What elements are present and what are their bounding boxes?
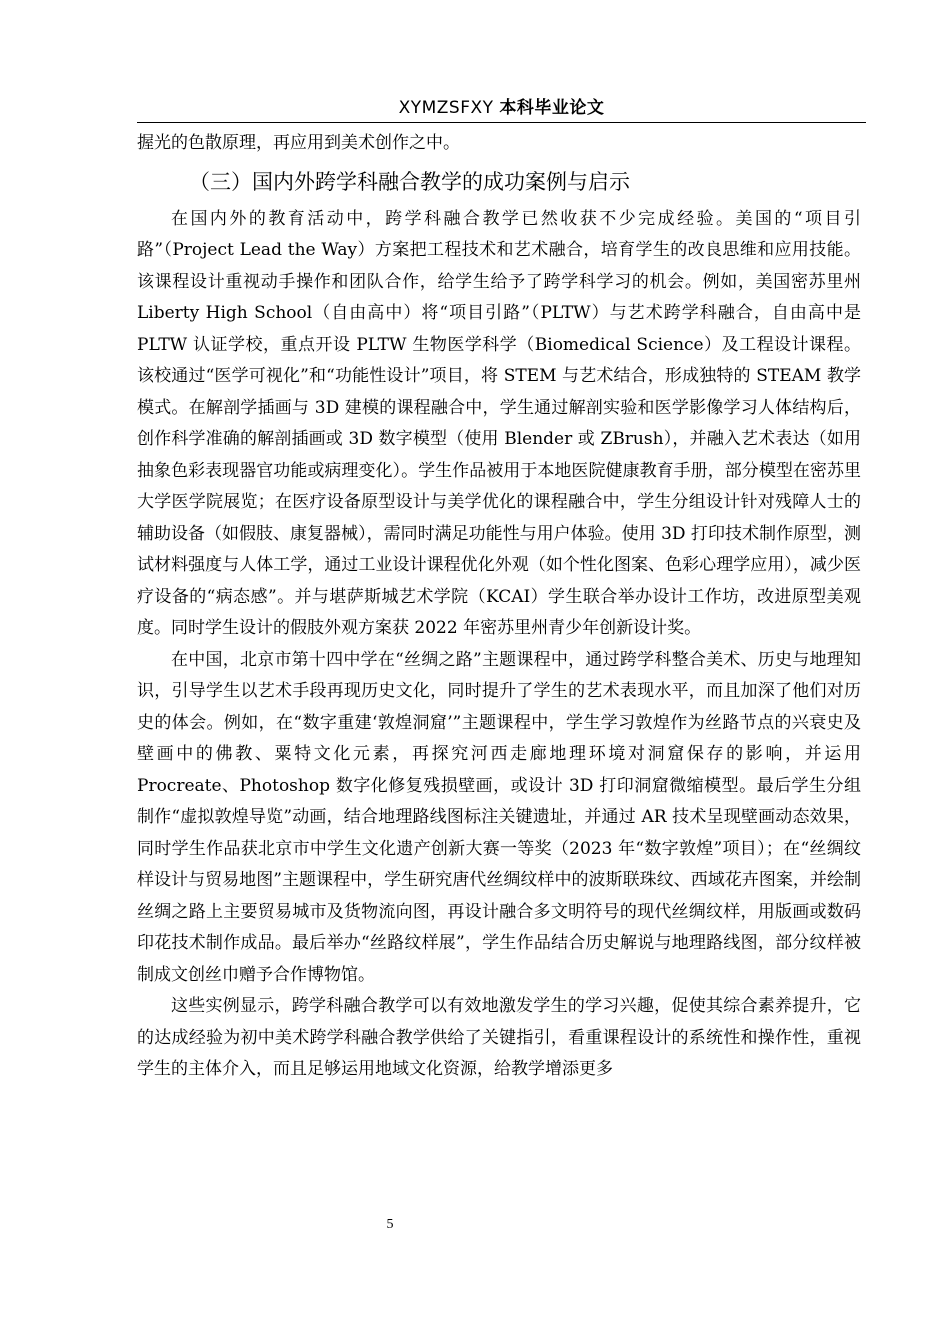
body-text [137, 128, 861, 1086]
page-header [137, 94, 866, 122]
paragraph-1: 在国内外的教育活动中，跨学科融合教学已然收获不少完成经验。美国的“项目引路”（Project Lead the Way）方案把工程技术和艺术融合，培育学生的改良思维和应用技能。该课程设计重视动手操作和团队合作，给学生给予了跨学科学习的机会。例如，美国密苏里州 Liberty High School（自由高中）将“项目引路”（PLTW）与艺术跨学科融合，自由高中是 PLTW 认证学校，重点开设 PLTW 生物医学科学（Biomedical Science）及工程设计课程。该校通过“医学可视化”和“功能性设计”项目，将 STEM 与艺术结合，形成独特的 STEAM 教学模式。在解剖学插画与 3D 建模的课程融合中，学生通过解剖实验和医学影像学习人体结构后，创作科学准确的解剖插画或 3D 数字模型（使用 Blender 或 ZBrush），并融入艺术表达（如用抽象色彩表现器官功能或病理变化）。学生作品被用于本地医院健康教育手册，部分模型在密苏里大学医学院展览；在医疗设备原型设计与美学优化的课程融合中，学生分组设计针对残障人士的辅助设备（如假肢、康复器械），需同时满足功能性与用户体验。使用 3D 打印技术制作原型，测试材料强度与人体工学，通过工业设计课程优化外观（如个性化图案、色彩心理学应用），减少医疗设备的“病态感”。并与堪萨斯城艺术学院（KCAI）学生联合举办设计工作坊，改进原型美观度。同时学生设计的假肢外观方案获 2022 年密苏里州青少年创新设计奖。 [137, 208, 861, 638]
header-rule [137, 122, 866, 123]
paragraph-3: 这些实例显示，跨学科融合教学可以有效地激发学生的学习兴趣，促使其综合素养提升，它的达成经验为初中美术跨学科融合教学供给了关键指引，看重课程设计的系统性和操作性，重视学生的主体介入，而且足够运用地域文化资源，给教学增添更多 [137, 996, 861, 1079]
continuation-line: 握光的色散原理，再应用到美术创作之中。 [137, 133, 460, 153]
page-number: 5 [386, 1217, 394, 1232]
header-latin: XYMZSFXY [398, 98, 500, 118]
paragraph-2: 在中国，北京市第十四中学在“丝绸之路”主题课程中，通过跨学科整合美术、历史与地理知识，引导学生以艺术手段再现历史文化，同时提升了学生的艺术表现水平，而且加深了他们对历史的体会。例如，在“数字重建‘敦煌洞窟’”主题课程中，学生学习敦煌作为丝路节点的兴衰史及壁画中的佛教、粟特文化元素，再探究河西走廊地理环境对洞窟保存的影响，并运用 Procreate、Photoshop 数字化修复残损壁画，或设计 3D 打印洞窟微缩模型。最后学生分组制作“虚拟敦煌导览”动画，结合地理路线图标注关键遗址，并通过 AR 技术呈现壁画动态效果，同时学生作品获北京市中学生文化遗产创新大赛一等奖（2023 年“数字敦煌”项目）；在“丝绸纹样设计与贸易地图”主题课程中，学生研究唐代丝绸纹样中的波斯联珠纹、西域花卉图案，并绘制丝绸之路上主要贸易城市及货物流向图，再设计融合多文明符号的现代丝绸纹样，用版画或数码印花技术制作成品。最后举办“丝路纹样展”，学生作品结合历史解说与地理路线图，部分纹样被制成文创丝巾赠予合作博物馆。 [137, 649, 861, 985]
section-heading: （三）国内外跨学科融合教学的成功案例与启示 [189, 169, 630, 194]
header-thesis-title: 本科毕业论文 [499, 98, 605, 118]
